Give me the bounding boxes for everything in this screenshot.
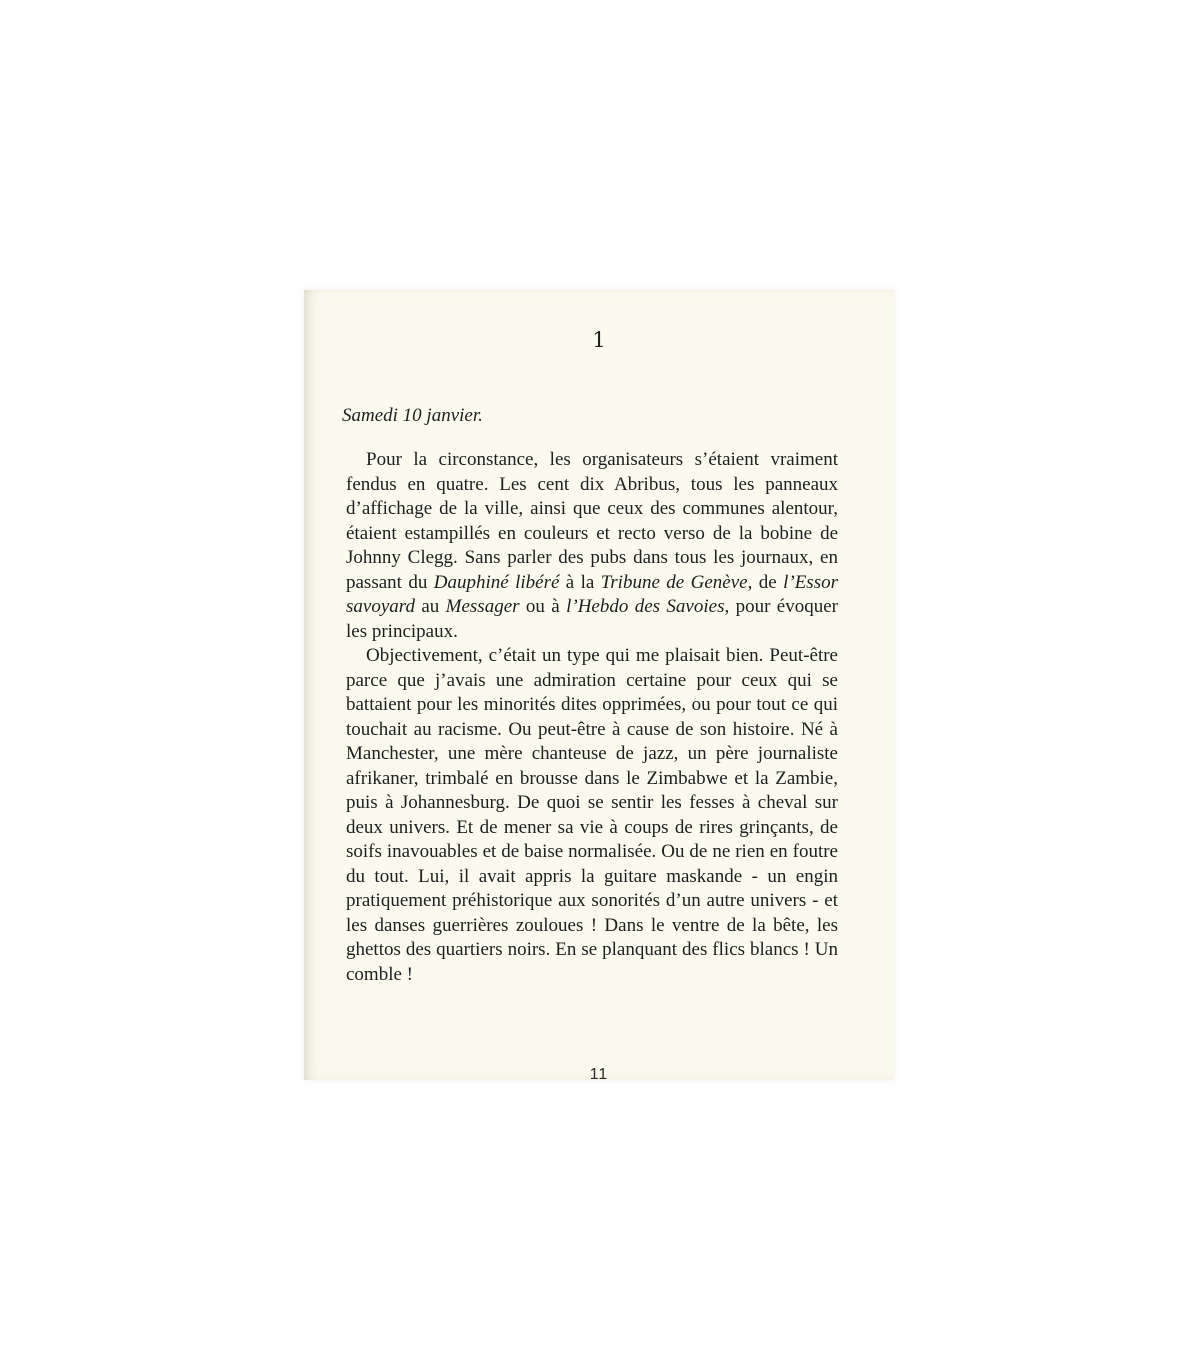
text-run: au xyxy=(414,596,446,617)
text-run-italic: l’Hebdo des Savoies xyxy=(566,596,725,617)
paragraph xyxy=(346,448,838,644)
text-run-italic: Messager xyxy=(445,596,520,617)
page-number: 11 xyxy=(589,1066,609,1083)
text-run-italic: Dauphiné libéré xyxy=(433,571,560,593)
body-text xyxy=(346,448,838,987)
text-run: à la xyxy=(559,571,601,593)
paragraph xyxy=(346,644,838,987)
text-run-italic: l’Essor savoyard xyxy=(346,571,838,617)
dateline: Samedi 10 janvier. xyxy=(342,405,483,426)
text-run: Pour la circonstance, les organisateurs s’étaient vraiment fendus en quatre. Les cent dix Abribus, tous les panneaux d’affichage de la ville, ainsi que ceux des communes alentour, étaient estampillés en couleurs et recto verso de la bobine de Johnny Clegg. Sans parler des pubs dans tous les journaux, en passant du xyxy=(346,449,838,593)
chapter-number: 1 xyxy=(592,328,606,352)
book-page xyxy=(304,290,894,1083)
text-run: , de xyxy=(747,571,784,593)
text-run: ou à xyxy=(519,596,567,617)
text-run-italic: Tribune de Genève xyxy=(600,571,748,593)
text-run: , pour évoquer les principaux. xyxy=(346,596,838,642)
text-run: Objectivement, c’était un type qui me plaisait bien. Peut-être parce que j’avais une admiration certaine pour ceux qui se battaient pour les minorités dites opprimées, ou pour tout ce qui touchait au racisme. Ou peut-être à cause de son histoire. Né à Manchester, une mère chanteuse de jazz, un père journaliste afrikaner, trimbalé en brousse dans le Zimbabwe et la Zambie, puis à Johannesburg. De quoi se sentir les fesses à cheval sur deux univers. Et de mener sa vie à coups de rires grinçants, de soifs inavouables et de baise normalisée. Ou de ne rien en foutre du tout. Lui, il avait appris la guitare maskande - un engin pratiquement préhistorique aux sonorités d’un autre univers - et les danses guerrières zouloues ! Dans le ventre de la bête, les ghettos des quartiers noirs. En se planquant des flics blancs ! Un comble ! xyxy=(346,645,838,985)
